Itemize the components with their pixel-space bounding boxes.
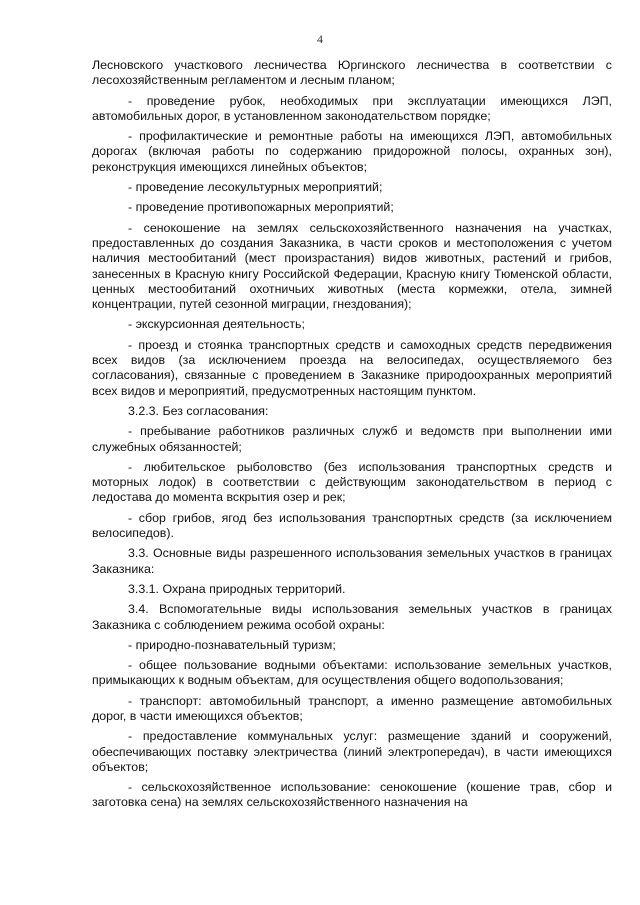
list-item: - проезд и стоянка транспортных средств и самоходных средств передвижения всех видов (за исключением проезда на велосипедах, осуществляемого без согласования), связанные с проведением в Заказнике природоохранных мероприятий всех видов и мероприятий, предусмотренных настоящим пунктом. [92, 337, 612, 398]
list-item: - предоставление коммунальных услуг: размещение зданий и сооружений, обеспечивающих поставку электричества (линий электропередач), в части имеющихся объектов; [92, 729, 612, 774]
list-item: - сбор грибов, ягод без использования транспортных средств (за исключением велосипедов). [92, 510, 612, 541]
document-body [92, 58, 612, 816]
list-item: - проведение рубок, необходимых при эксплуатации имеющихся ЛЭП, автомобильных дорог, в установленном законодательством порядке; [92, 93, 612, 123]
list-item: - сенокошение на землях сельскохозяйственного назначения на участках, предоставленных до создания Заказника, в части сроков и местоположения с учетом наличия местообитаний (мест произрастания) видов животных, растений и грибов, занесенных в Красную книгу Российской Федерации, Красную книгу Тюменской области, ценных местообитаний охотничьих животных (места кормежки, отела, зимней концентрации, путей сезонной миграции, гнездования); [92, 220, 612, 312]
list-item: - транспорт: автомобильный транспорт, а именно размещение автомобильных дорог, в части имеющихся объектов; [92, 693, 612, 723]
list-item: - проведение противопожарных мероприятий; [128, 200, 394, 215]
list-item: - сельскохозяйственное использование: сенокошение (кошение трав, сбор и заготовка сена) на землях сельскохозяйственного назначения на [92, 780, 612, 810]
list-item: - профилактические и ремонтные работы на имеющихся ЛЭП, автомобильных дорогах (включая работы по содержанию придорожной полосы, охранных зон), реконструкция имеющихся линейных объектов; [92, 129, 612, 174]
list-item: - пребывание работников различных служб и ведомств при выполнении ими служебных обязанностей; [92, 424, 612, 454]
list-item: - проведение лесокультурных мероприятий; [128, 180, 383, 195]
section-heading: 3.2.3. Без согласования: [128, 403, 269, 418]
section-heading: 3.3.1. Охрана природных территорий. [128, 581, 346, 596]
section-heading: 3.4. Вспомогательные виды использования земельных участков в границах Заказника с соблюдением режима особой охраны: [92, 602, 612, 632]
section-heading: 3.3. Основные виды разрешенного использования земельных участков в границах Заказника: [92, 546, 612, 576]
list-item: - общее пользование водными объектами: использование земельных участков, примыкающих к водным объектам, для осуществления общего водопользования; [92, 658, 612, 688]
list-item: - природно-познавательный туризм; [128, 637, 336, 652]
page-number: 4 [317, 32, 323, 46]
paragraph-continuation: Лесновского участкового лесничества Юргинского лесничества в соответствии с лесохозяйственным регламентом и лесным планом; [92, 58, 612, 88]
list-item: - любительское рыболовство (без использования транспортных средств и моторных лодок) в соответствии с действующим законодательством в период с ледостава до момента вскрытия озер и рек; [92, 459, 612, 505]
list-item: - экскурсионная деятельность; [128, 317, 305, 332]
